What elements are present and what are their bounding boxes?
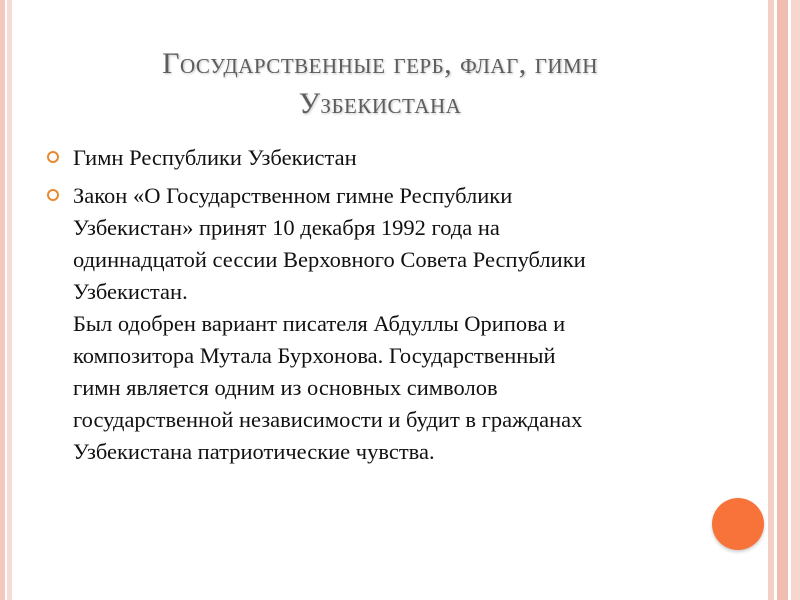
slide-title-line-1: Государственные герб, флаг, гимн (162, 47, 598, 80)
bullet-text-line: государственной независимости и будит в гражданах (73, 407, 583, 432)
slide-title (40, 44, 720, 124)
bullet-text-line: Узбекистана патриотические чувства. (73, 439, 435, 464)
slide-content (44, 142, 704, 474)
bullet-text-line: Закон «О Государственном гимне Республики (73, 183, 513, 208)
bullet-circle-icon (47, 189, 59, 201)
bullet-text-line: Гимн Республики Узбекистан (73, 145, 357, 170)
slide-title-line-2: Узбекистана (298, 87, 462, 120)
bullet-text-line: Узбекистан» принят 10 декабря 1992 года на (73, 215, 500, 240)
bullet-item-law (44, 180, 704, 468)
bullet-text-line: Узбекистан. (73, 279, 188, 304)
accent-circle-decoration (712, 498, 764, 550)
bullet-item-anthem (44, 142, 704, 174)
bullet-text-line: композитора Мутала Бурхонова. Государственный (73, 343, 556, 368)
bullet-text-line: Был одобрен вариант писателя Абдуллы Орипова и (73, 311, 566, 336)
bullet-text-line: гимн является одним из основных символов (73, 375, 498, 400)
right-decorative-stripe (764, 0, 800, 600)
bullet-text-line: одиннадцатой сессии Верховного Совета Республики (73, 247, 586, 272)
bullet-circle-icon (47, 151, 59, 163)
left-decorative-stripe (0, 0, 12, 600)
